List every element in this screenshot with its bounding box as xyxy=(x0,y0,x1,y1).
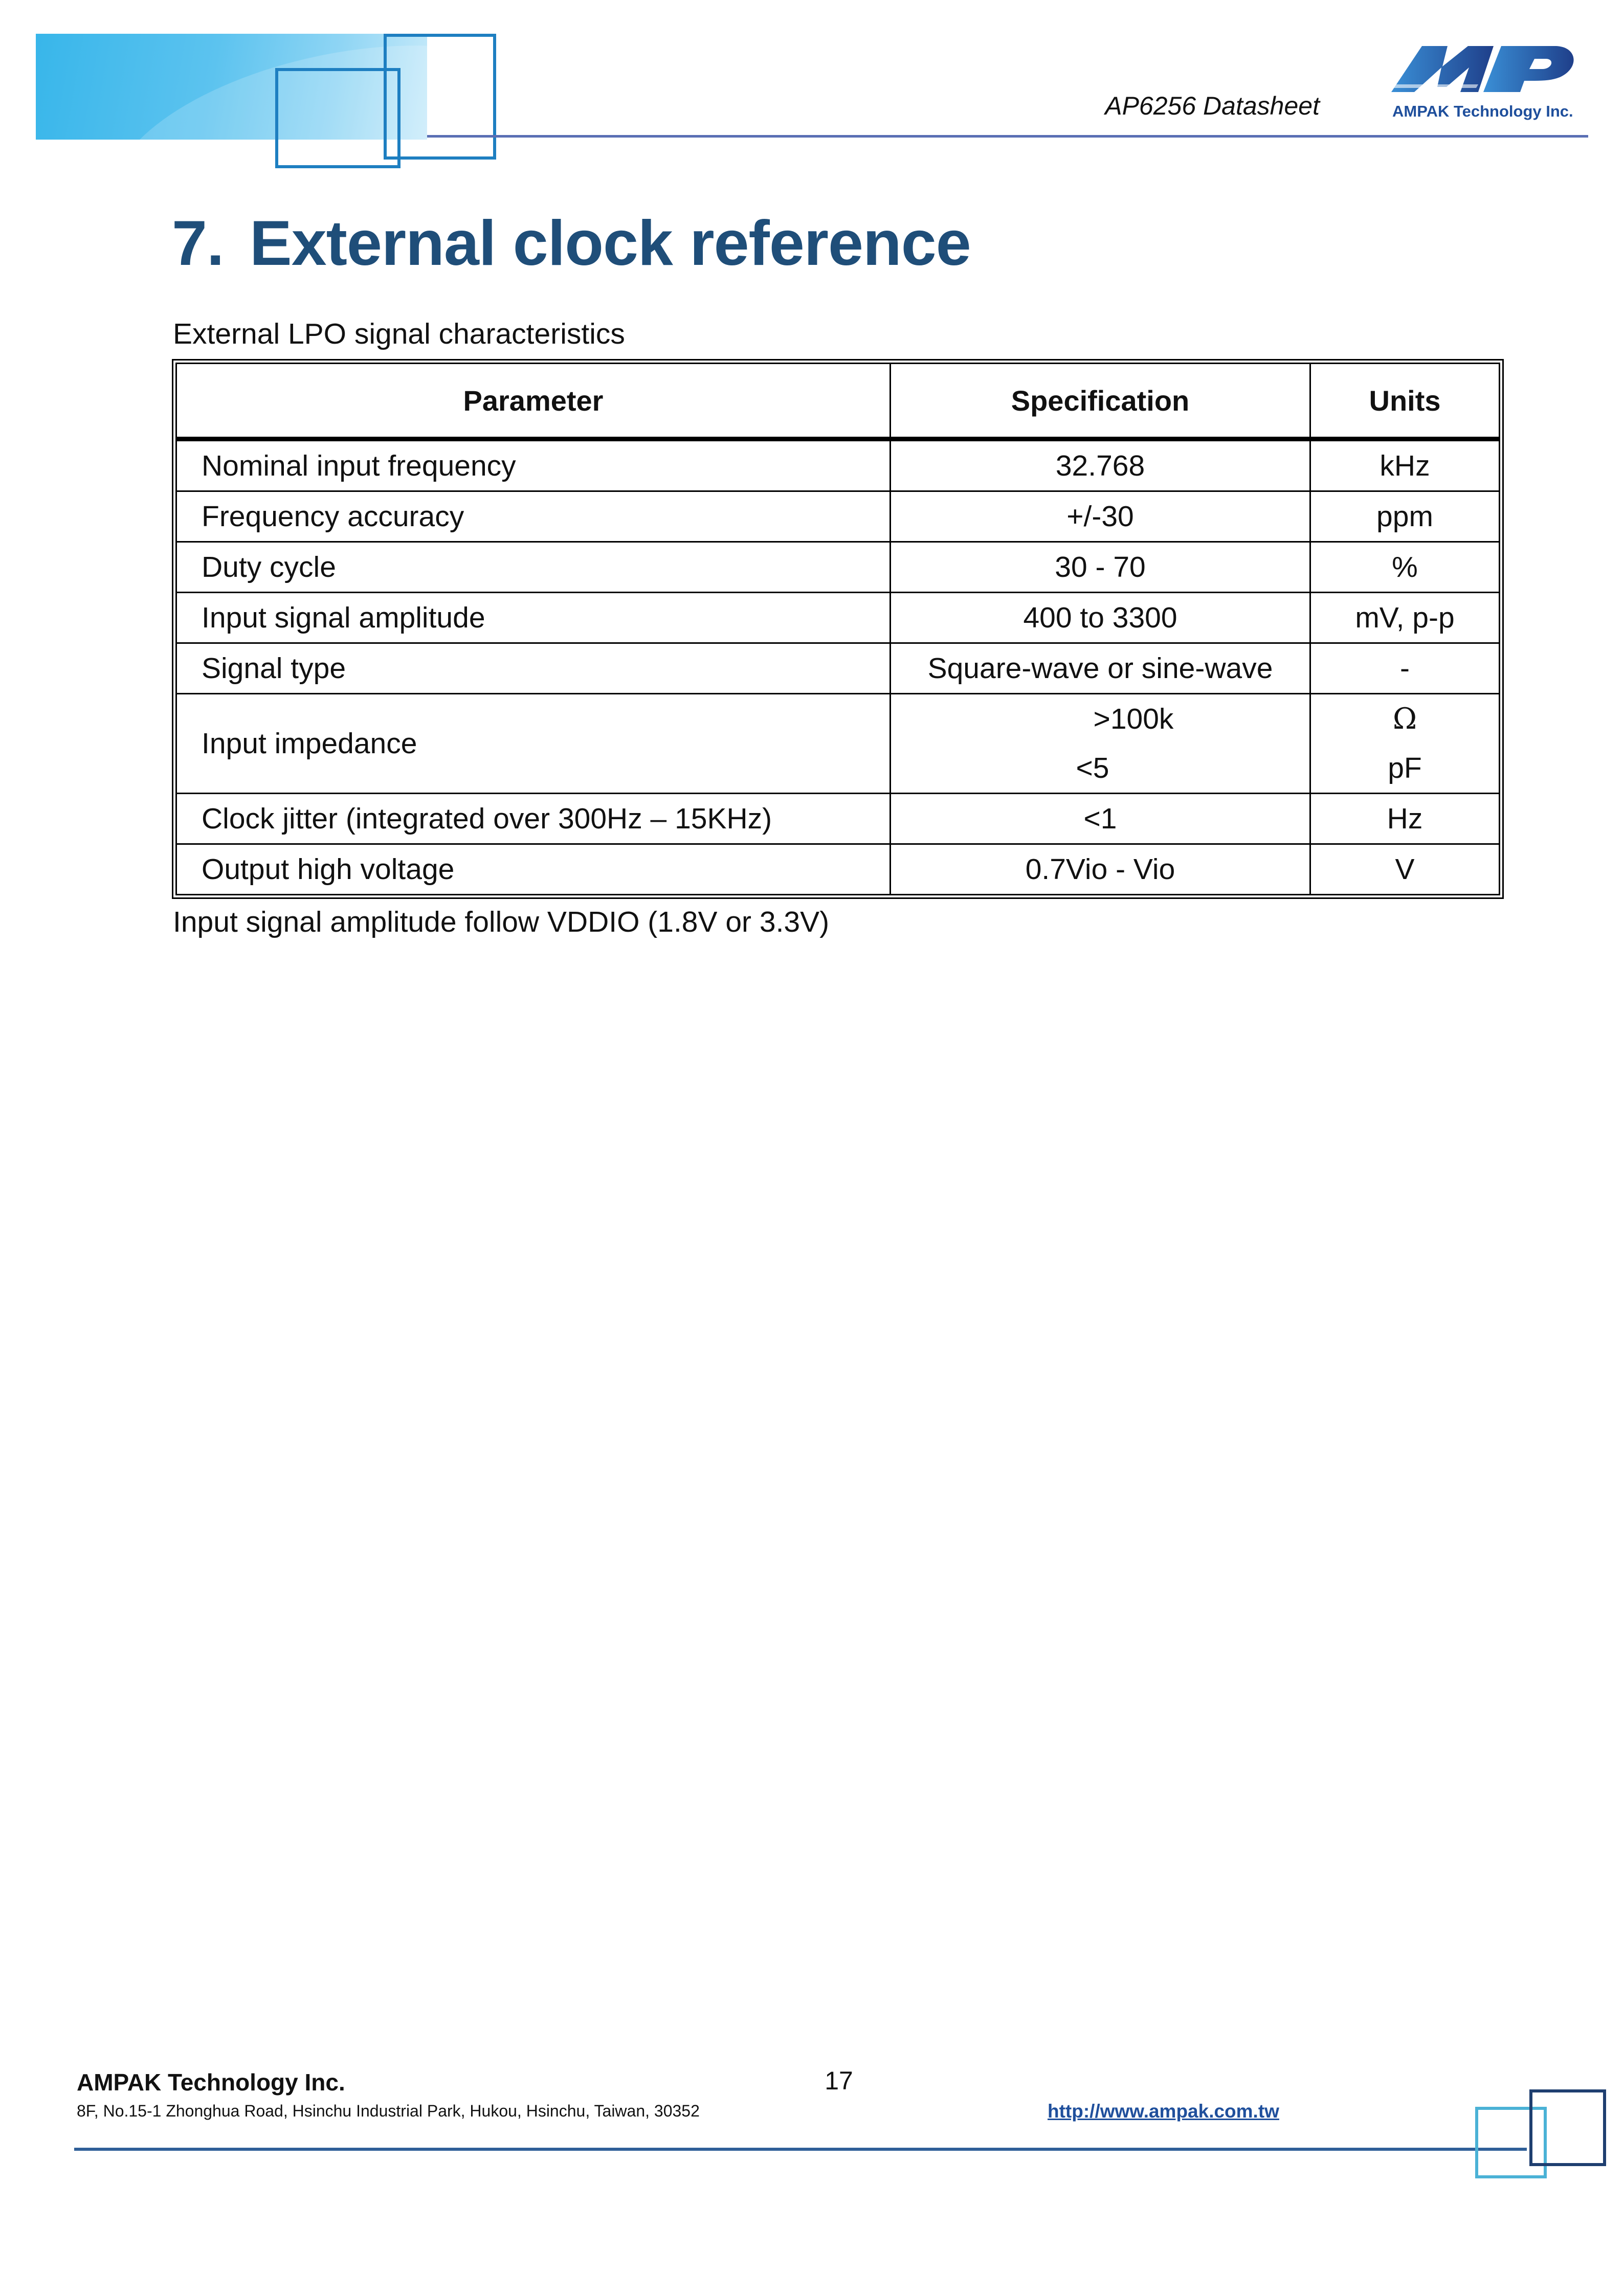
cell-units-line: pF xyxy=(1388,752,1422,784)
section-title-text: External clock reference xyxy=(250,208,971,279)
cell-units: - xyxy=(1310,643,1500,694)
table-caption: External LPO signal characteristics xyxy=(173,318,625,350)
table-row xyxy=(176,542,1500,593)
logo-wordmark: AMPAK Technology Inc. xyxy=(1392,102,1573,120)
cell-parameter: Nominal input frequency xyxy=(176,439,891,491)
cell-units: mV, p-p xyxy=(1310,593,1500,643)
cell-units: V xyxy=(1310,844,1500,895)
cell-spec: 400 to 3300 xyxy=(891,593,1310,643)
cell-parameter: Duty cycle xyxy=(176,542,891,593)
cell-parameter: Signal type xyxy=(176,643,891,694)
footer-company: AMPAK Technology Inc. xyxy=(77,2069,345,2096)
cell-parameter: Output high voltage xyxy=(176,844,891,895)
cell-units xyxy=(1310,694,1500,794)
cell-spec: 30 - 70 xyxy=(891,542,1310,593)
table-row xyxy=(176,491,1500,542)
table-row xyxy=(176,794,1500,844)
cell-units: ppm xyxy=(1310,491,1500,542)
table-row xyxy=(176,844,1500,895)
section-number: 7. xyxy=(172,208,224,279)
table-row xyxy=(176,439,1500,491)
header-units: Units xyxy=(1310,364,1500,439)
cell-parameter: Input signal amplitude xyxy=(176,593,891,643)
section-title xyxy=(172,207,971,280)
page-number: 17 xyxy=(825,2066,853,2095)
document-title: AP6256 Datasheet xyxy=(1105,92,1320,120)
table-note: Input signal amplitude follow VDDIO (1.8V or 3.3V) xyxy=(173,906,830,938)
cell-spec: Square-wave or sine-wave xyxy=(891,643,1310,694)
cell-spec: 0.7Vio - Vio xyxy=(891,844,1310,895)
cell-spec: <1 xyxy=(891,794,1310,844)
cell-units: % xyxy=(1310,542,1500,593)
cell-parameter: Clock jitter (integrated over 300Hz – 15KHz) xyxy=(176,794,891,844)
table-header-row xyxy=(176,364,1500,439)
table-row xyxy=(176,694,1500,794)
footer-address: 8F, No.15-1 Zhonghua Road, Hsinchu Industrial Park, Hukou, Hsinchu, Taiwan, 30352 xyxy=(77,2102,700,2120)
header-square-decoration xyxy=(384,34,496,160)
header-rule xyxy=(427,135,1588,138)
header-specification: Specification xyxy=(891,364,1310,439)
table-row xyxy=(176,593,1500,643)
cell-parameter: Frequency accuracy xyxy=(176,491,891,542)
cell-units-line: Ω xyxy=(1392,702,1417,736)
cell-spec: +/-30 xyxy=(891,491,1310,542)
header-parameter: Parameter xyxy=(176,364,891,439)
footer-rule xyxy=(74,2148,1527,2151)
cell-parameter: Input impedance xyxy=(176,694,891,794)
footer-square-decoration xyxy=(1529,2089,1606,2166)
header-square-decoration xyxy=(275,68,401,168)
table-row xyxy=(176,643,1500,694)
cell-spec: 32.768 xyxy=(891,439,1310,491)
cell-spec-line: >100k xyxy=(1093,703,1174,735)
lpo-characteristics-table xyxy=(172,359,1504,899)
cell-units: kHz xyxy=(1310,439,1500,491)
cell-spec-line: <5 xyxy=(1076,752,1109,784)
cell-spec xyxy=(891,694,1310,794)
cell-units: Hz xyxy=(1310,794,1500,844)
footer-url-link[interactable]: http://www.ampak.com.tw xyxy=(1048,2101,1279,2122)
